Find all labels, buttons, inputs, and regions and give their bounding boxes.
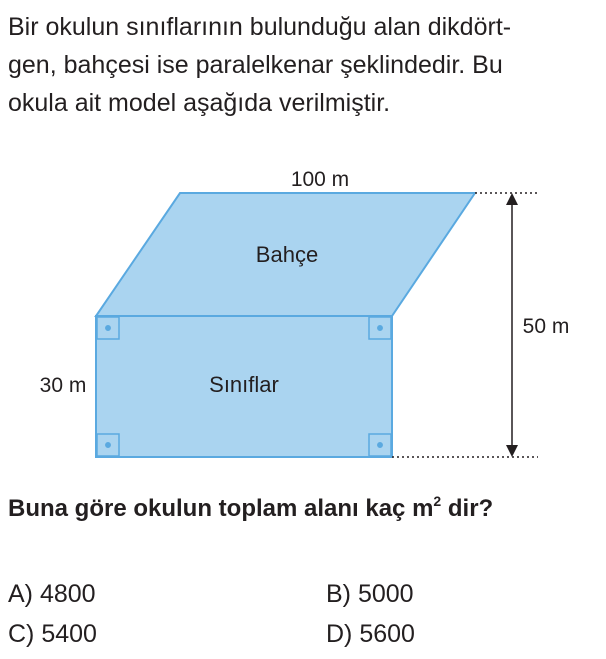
problem-text-line-1: Bir okulun sınıflarının bulunduğu alan dikdört- [8, 13, 512, 41]
top-length-label: 100 m [290, 168, 350, 191]
garden-label: Bahçe [255, 242, 319, 267]
height-arrow [506, 193, 518, 457]
problem-text-line-2: gen, bahçesi ise paralelkenar şeklindedir. Bu [8, 51, 503, 79]
problem-text-line-3: okula ait model aşağıda verilmiştir. [8, 89, 391, 117]
question-tail: dir? [441, 495, 494, 522]
choice-c[interactable]: C) 5400 [8, 620, 97, 648]
question-text [8, 495, 493, 523]
question-superscript: 2 [433, 493, 442, 509]
choice-b[interactable]: B) 5000 [326, 580, 414, 608]
classroom-label: Sınıflar [209, 372, 279, 397]
question-main: Buna göre okulun toplam alanı kaç m [8, 495, 434, 522]
choice-a[interactable]: A) 4800 [8, 580, 96, 608]
left-length-label: 30 m [39, 374, 87, 397]
choice-d[interactable]: D) 5600 [326, 620, 415, 648]
right-height-label: 50 m [522, 315, 570, 338]
